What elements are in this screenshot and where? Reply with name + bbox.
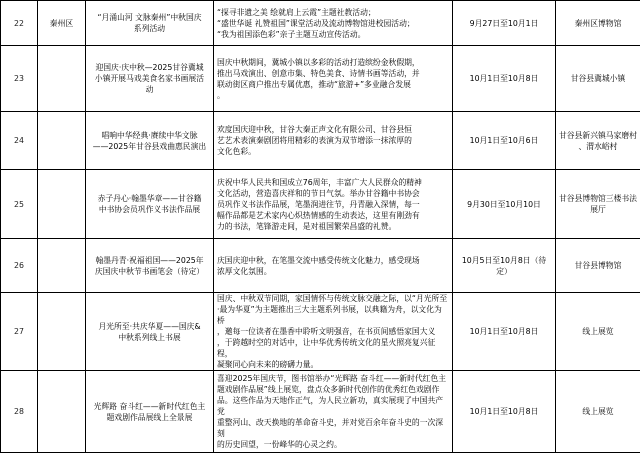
activity-description-line: 推出马戏演出、创意市集、特色美食、诗情书画等活动，并 — [217, 68, 420, 78]
activity-name — [86, 46, 214, 112]
activity-name-line: 庆国庆中秋节书画笔会（待定） — [94, 266, 205, 276]
district-cell — [38, 239, 86, 293]
activity-name-line: 光辉路 奋斗红——新时代红色主 — [93, 401, 206, 411]
activity-date — [453, 1, 556, 46]
activity-date-line: 10月1日至10月8日 — [469, 327, 539, 336]
activity-venue-line: 甘谷县新兴镇马家磨村 — [559, 130, 637, 140]
activity-description — [214, 170, 453, 239]
activity-name-line: 迎国庆·庆中秋—2025甘谷冀城 — [95, 63, 204, 72]
activity-description-line: 国庆中秋期间，冀城小镇以多彩的活动打造缤纷金秋假期， — [217, 57, 420, 67]
activity-description-line: 欢度国庆迎中秋，甘谷大秦正声文化有限公司、甘谷县恒 — [217, 125, 412, 134]
activity-venue-line: 甘谷县博物馆三楼书法 — [559, 194, 637, 203]
activity-name — [86, 170, 214, 239]
activity-venue — [556, 239, 640, 293]
table-row — [1, 239, 640, 293]
activity-description-line: 文化活动，营造喜庆祥和的节日气氛。举办甘谷籍中书协会 — [217, 188, 420, 198]
activity-description-line: 幅作品都是艺术家内心炽热情感的生动表达，这里有刚劲有 — [217, 210, 420, 220]
row-number: 28 — [1, 371, 38, 453]
activity-date — [453, 112, 556, 170]
activity-description-line: “盛世华诞 礼赞祖国”课堂活动及流动博物馆进校园活动； — [217, 18, 415, 28]
activity-description-line: 喜迎2025年国庆节，图书馆举办“光辉路 奋斗红——新时代红色主 — [217, 374, 447, 383]
activity-description-line: 联动街区商户推出专属优惠，推动“旅游+”多业融合发展 — [217, 79, 411, 89]
table-body — [1, 1, 640, 453]
activity-name-line: 题戏剧作品展线上全景展 — [106, 412, 193, 422]
activity-description-line: 。 — [217, 90, 225, 100]
activity-name-line: 翰墨丹青·祝福祖国——2025年 — [95, 255, 204, 265]
activity-description — [214, 239, 453, 293]
activity-date-line: 10月5日至10月8日（待 — [461, 255, 547, 265]
activity-date — [453, 239, 556, 293]
district-cell: 秦州区 — [38, 1, 86, 46]
activity-description-line: 艺艺术表演秦剧团将用精彩的表演为双节增添一抹浓厚的 — [217, 136, 412, 145]
activity-name-line: ——2025年甘谷县戏曲惠民演出 — [92, 141, 207, 151]
activity-venue-line: 线上展览 — [582, 327, 614, 336]
activity-name — [86, 371, 214, 453]
activity-date — [453, 371, 556, 453]
activity-description-line: “我为祖国添色彩”亲子主题互动宣传活动。 — [217, 29, 366, 39]
activity-name-line: 中书协会员巩作义书法作品展 — [98, 205, 201, 214]
activity-description-line: 力的书法，笔锋游走间，是对祖国繁荣昌盛的礼赞。 — [217, 221, 397, 231]
activity-description-line: 品。这些作品为天地作正气，为人民立新功，真实展现了中国共产党 — [217, 396, 444, 416]
table-row — [1, 112, 640, 170]
activity-description — [214, 1, 453, 46]
row-number: 23 — [1, 46, 38, 112]
table-row — [1, 170, 640, 239]
activity-name-line: 唱响中华经典·赓续中华文脉 — [101, 130, 198, 140]
activity-name-line: 中秋系列线上书展 — [118, 332, 181, 342]
row-number: 25 — [1, 170, 38, 239]
district-cell — [38, 112, 86, 170]
activity-date-line: 定） — [496, 266, 512, 276]
activity-description-line: 员巩作义书法作品展，笔墨润进往节，丹青融入深情，每一 — [217, 199, 420, 209]
activity-date-line: 10月1日至10月6日 — [469, 136, 539, 145]
activity-description — [214, 293, 453, 371]
row-number: 27 — [1, 293, 38, 371]
activity-name-line: 动 — [145, 85, 154, 94]
row-number: 24 — [1, 112, 38, 170]
district-cell — [38, 46, 86, 112]
activity-description-line: 凝聚同心向未来的磅礴力量。 — [217, 360, 319, 369]
activity-name — [86, 112, 214, 170]
activity-venue-line: 甘谷县冀城小镇 — [570, 74, 626, 83]
activity-venue-line: 、渭水峪村 — [578, 141, 618, 151]
activity-date-line: 9月27日至10月1日 — [469, 18, 539, 28]
activity-venue — [556, 46, 640, 112]
district-cell — [38, 170, 86, 239]
activity-description-line: “探寻非遗之美 绘就肩上云霞”主题社教活动； — [217, 7, 376, 17]
activity-description-line: 庆祝中华人民共和国成立76周年，丰富广大人民群众的精神 — [217, 177, 422, 187]
activity-description-line: 文化色彩。 — [217, 147, 256, 156]
table-row — [1, 293, 640, 371]
table-row — [1, 371, 640, 453]
activity-venue — [556, 1, 640, 46]
activity-venue — [556, 112, 640, 170]
activity-name-line: “月涌山河 文脉秦州”中秋国庆 — [97, 13, 202, 22]
activity-venue — [556, 371, 640, 453]
activity-description-line: 国庆、中秋双节同期，家国情怀与传统文脉交融之际，以“月光所至 — [217, 294, 448, 303]
activity-date-line: 10月1日至10月8日 — [469, 407, 539, 416]
activity-description — [214, 112, 453, 170]
activity-venue-line: 展厅 — [590, 205, 606, 214]
activity-description-line: 题戏剧作品展”线上展览，盘点众多新时代创作的优秀红色戏剧作 — [217, 385, 440, 394]
activity-description-line: 浓厚文化氛围。 — [217, 266, 272, 276]
district-cell — [38, 293, 86, 371]
district-cell — [38, 371, 86, 453]
activity-description-line: 的历史回望，一份峰华的心灵之约。 — [217, 440, 342, 449]
activity-name-line: 赤子丹心·翰墨华章——甘谷籍 — [97, 194, 202, 203]
activity-date — [453, 293, 556, 371]
activity-date — [453, 170, 556, 239]
table-row — [1, 1, 640, 46]
activity-venue-line: 秦州区博物馆 — [574, 18, 622, 28]
activity-name-line: 小镇开展马戏美食名家书画展活 — [94, 74, 205, 83]
activity-name — [86, 1, 214, 46]
row-number: 26 — [1, 239, 38, 293]
row-number: 22 — [1, 1, 38, 46]
activity-date-line: 9月30日至10月10日 — [467, 199, 541, 209]
activity-name-line: 月光所至·共庆华夏——国庆& — [98, 321, 201, 331]
activity-description-line: ，邀每一位读者在墨香中聆听文明强音，在书页间感悟家国大义 — [217, 327, 436, 336]
activity-date — [453, 46, 556, 112]
activity-venue — [556, 170, 640, 239]
activity-description-line: 庆国庆迎中秋，在笔墨交流中感受传统文化魅力，感受现场 — [217, 255, 420, 265]
table-row — [1, 46, 640, 112]
activity-name-line: 系列活动 — [133, 24, 166, 33]
activity-name — [86, 239, 214, 293]
activity-description-line: ，于跨越时空的对话中，让中华优秀传统文化的星火照亮复兴征程， — [217, 338, 436, 358]
activity-venue — [556, 293, 640, 371]
activity-name — [86, 293, 214, 371]
activity-description-line: ·最为华夏”为主题推出三大主题系列书展，以典籍为舟，以文化为桥 — [217, 305, 442, 325]
activity-venue-line: 线上展览 — [582, 407, 614, 416]
activity-date-line: 10月1日至10月8日 — [469, 74, 539, 83]
activity-description — [214, 46, 453, 112]
activity-description-line: 重整河山、改天换地的革命奋斗史，并对党百余年奋斗史的一次深刻 — [217, 418, 444, 438]
activity-description — [214, 371, 453, 453]
activity-venue-line: 甘谷县博物馆 — [574, 261, 622, 270]
